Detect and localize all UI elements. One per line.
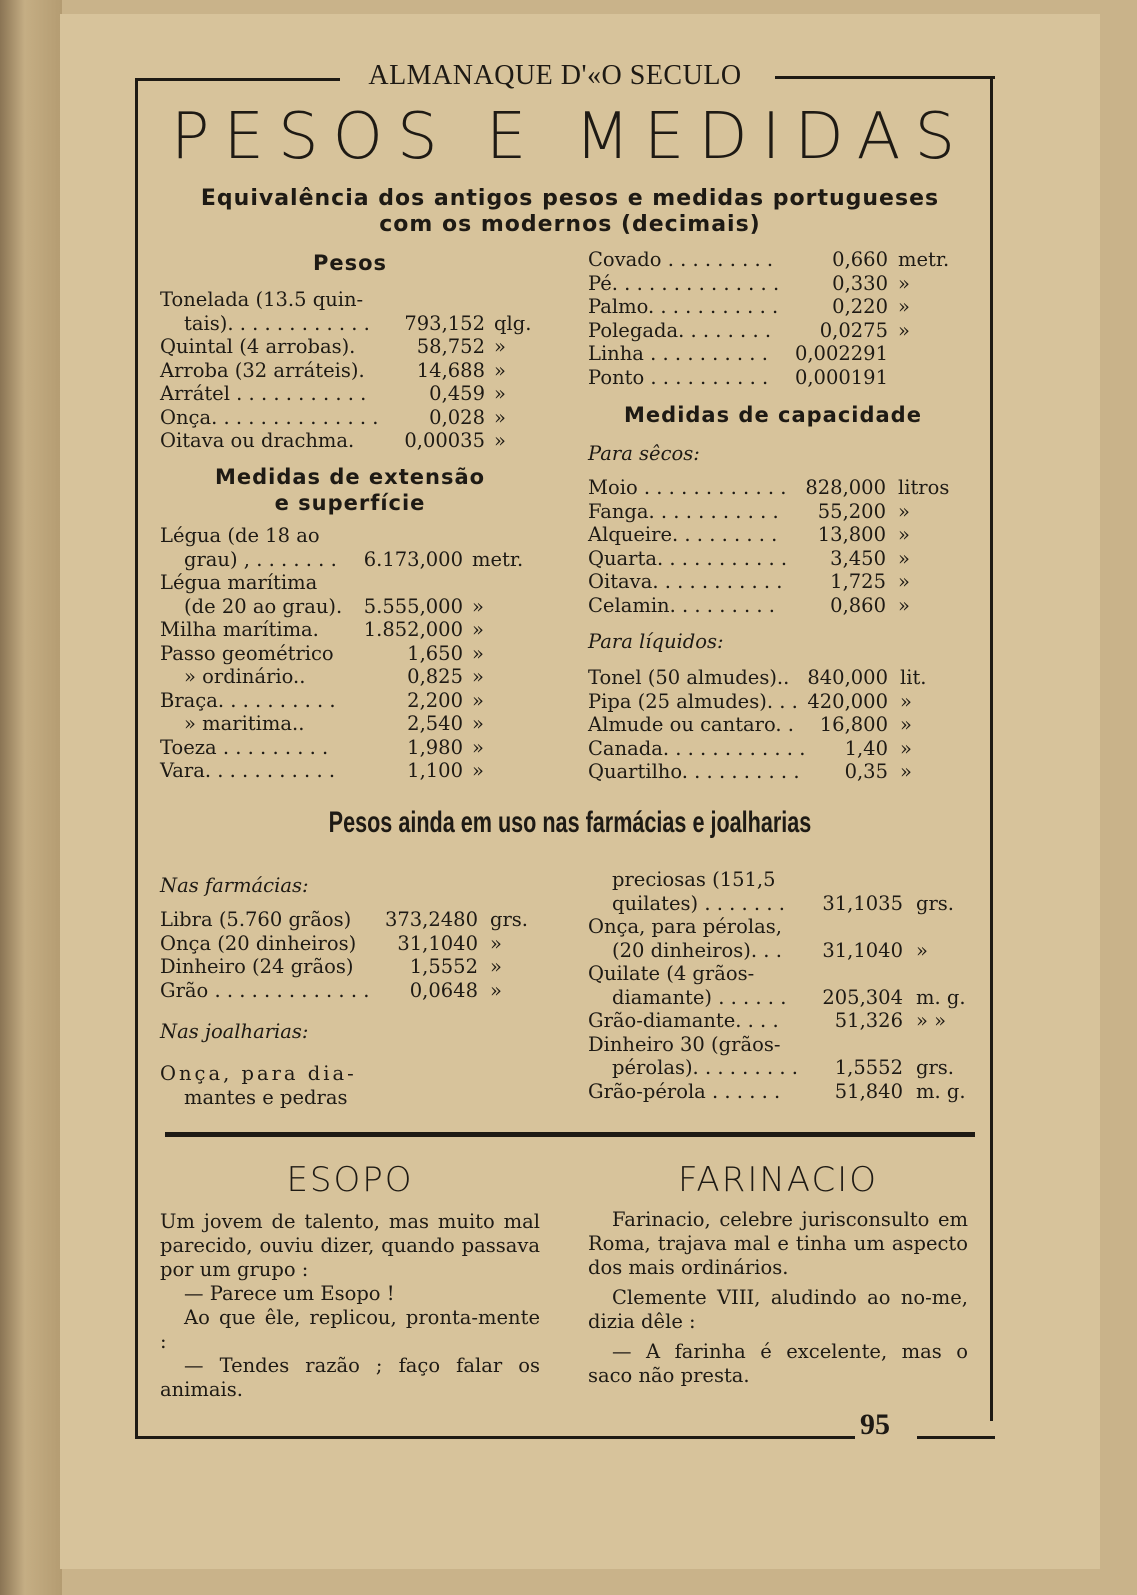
measure-name: Alqueire. . . . . . . . . (588, 523, 778, 546)
measure-unit: » (494, 382, 506, 405)
measure-row (160, 335, 550, 359)
running-header: ALMANAQUE D'«O SECULO (368, 60, 742, 91)
measure-unit: » (900, 736, 912, 760)
measure-row (160, 429, 550, 453)
measure-value: 1,725 (830, 570, 886, 593)
measure-unit: » (472, 759, 484, 782)
measure-value: 1,980 (407, 735, 463, 759)
measure-row (160, 665, 550, 689)
measure-unit: » (898, 593, 910, 617)
book-binding (0, 0, 62, 1595)
measure-name: (de 20 ao grau). (184, 594, 343, 618)
measure-row (160, 571, 550, 595)
measure-unit: » (490, 931, 502, 955)
measure-row (160, 759, 550, 783)
measure-value: 0,002291 (794, 342, 888, 365)
measure-row (588, 366, 978, 390)
measure-row (160, 595, 550, 619)
measure-row (160, 689, 550, 713)
subtitle-line-1: Equivalência dos antigos pesos e medidas portugueses (200, 186, 940, 211)
measure-name: Braça. . . . . . . . . . (160, 688, 336, 712)
secos-table (588, 476, 978, 617)
measure-value: 0,825 (407, 665, 463, 688)
measure-unit: metr. (898, 248, 950, 271)
measure-unit: » (472, 735, 484, 759)
liquidos-table (588, 666, 978, 784)
measure-unit: » (898, 318, 910, 342)
joalharias-label: Nas joalharias: (160, 1020, 309, 1043)
measure-unit: qlg. (494, 311, 532, 335)
measure-row (588, 760, 978, 784)
measure-row (588, 915, 978, 939)
measure-row (588, 1080, 978, 1104)
measure-value: 373,2480 (384, 908, 478, 931)
measure-value: 31,1040 (822, 938, 903, 962)
measure-value: 1,650 (407, 641, 463, 665)
measure-name: Libra (5.760 grãos) (160, 908, 352, 931)
measure-value: 420,000 (807, 689, 888, 713)
measure-name: Onça (20 dinheiros) (160, 931, 357, 955)
measure-row (588, 962, 978, 986)
measure-name: Passo geométrico (160, 641, 334, 665)
measure-name: » maritima.. (184, 712, 305, 735)
esopo-text (160, 1210, 540, 1402)
measure-row (588, 476, 978, 500)
joalharias-table (588, 868, 978, 1103)
measure-name: Toeza . . . . . . . . . (160, 735, 329, 759)
measure-row (160, 359, 550, 383)
measure-name: quilates) . . . . . . . (612, 891, 785, 915)
measure-row (588, 1033, 978, 1057)
measure-row (588, 713, 978, 737)
measure-row (160, 524, 550, 548)
farinacio-paragraph: — A farinha é excelente, mas o saco não presta. (588, 1340, 968, 1387)
measure-value: 0,000191 (794, 365, 888, 389)
measure-value: 58,752 (416, 335, 485, 358)
extensao-table (160, 524, 550, 783)
measure-unit: » (898, 570, 910, 593)
measure-unit: » (900, 689, 912, 713)
extensao-heading-line-2: e superfície (274, 491, 426, 515)
header-rule-right (775, 76, 995, 79)
measure-name: Palmo. . . . . . . . . . . (588, 295, 779, 318)
measure-value: 2,540 (407, 712, 463, 735)
measure-name: Moio . . . . . . . . . . . . (588, 476, 787, 499)
measure-row (160, 955, 550, 979)
measure-value: 0,660 (832, 248, 888, 271)
measure-row (588, 248, 978, 272)
measure-row (160, 382, 550, 406)
measure-unit: litros (898, 476, 950, 499)
measure-unit: » (490, 978, 502, 1002)
measure-row (588, 690, 978, 714)
measure-name: Grão . . . . . . . . . . . . . (160, 978, 370, 1002)
measure-name: Onça, para pérolas, (588, 915, 782, 938)
measure-value: 0,028 (429, 405, 485, 429)
measure-row (588, 986, 978, 1010)
measure-name: Quilate (4 grãos- (588, 962, 755, 985)
measure-name: Pé. . . . . . . . . . . . . . (588, 271, 780, 295)
measure-row (588, 868, 978, 892)
section-divider (165, 1132, 975, 1137)
measure-unit: » (898, 523, 910, 546)
measure-row (160, 979, 550, 1003)
measure-unit: » (494, 429, 506, 452)
page-number: 95 (860, 1408, 890, 1441)
measure-unit: » (898, 295, 910, 318)
farmacias-table (160, 908, 550, 1002)
measure-name: Grão-pérola . . . . . . (588, 1079, 781, 1103)
measure-value: 840,000 (807, 666, 888, 689)
measure-value: 55,200 (817, 499, 886, 523)
measure-name: Onça. . . . . . . . . . . . . . (160, 405, 379, 429)
subtitle (150, 186, 990, 238)
measure-value: 2,200 (407, 688, 463, 712)
measure-value: 51,326 (834, 1009, 903, 1032)
measure-name: Linha . . . . . . . . . . (588, 342, 768, 365)
pesos-heading: Pesos (312, 251, 388, 275)
measure-unit: » (494, 405, 506, 429)
measure-row (160, 548, 550, 572)
measure-value: 1,5552 (409, 955, 478, 978)
measure-name: Oitava ou drachma. (160, 429, 355, 452)
joalharias-left-line-2: mantes e pedras (184, 1086, 348, 1109)
measure-unit: » (472, 641, 484, 665)
measure-row (588, 737, 978, 761)
measure-row (588, 500, 978, 524)
frame-bottom-left (135, 1436, 855, 1439)
measure-value: 793,152 (404, 311, 485, 335)
measure-name: » ordinário.. (184, 665, 306, 688)
measure-value: 0,860 (830, 593, 886, 617)
measure-name: tais). . . . . . . . . . . . (184, 311, 370, 335)
measure-name: Milha marítima. (160, 618, 319, 641)
measure-row (160, 736, 550, 760)
measure-value: 6.173,000 (363, 547, 463, 571)
measure-unit: grs. (916, 1056, 955, 1079)
measure-unit: » (898, 546, 910, 570)
measure-value: 51,840 (834, 1079, 903, 1103)
measure-value: 0,00035 (404, 429, 485, 452)
measure-name: Polegada. . . . . . . . (588, 318, 772, 342)
measure-name: preciosas (151,5 (612, 868, 776, 891)
farinacio-paragraph: Farinacio, celebre jurisconsulto em Roma, trajava mal e tinha um aspecto dos mais ordinários. (588, 1208, 968, 1279)
esopo-paragraph: — Tendes razão ; faço falar os animais. (160, 1354, 540, 1401)
measure-value: 1,100 (407, 759, 463, 782)
farmacias-label: Nas farmácias: (160, 874, 309, 897)
measure-unit: » (472, 688, 484, 712)
subtitle-line-2: com os modernos (decimais) (379, 212, 761, 237)
measure-value: 0,330 (832, 271, 888, 295)
esopo-paragraph: Um jovem de talento, mas muito mal parecido, ouviu dizer, quando passava por um grupo : (160, 1210, 540, 1281)
measure-unit: » (494, 335, 506, 358)
measure-name: Canada. . . . . . . . . . . . (588, 736, 806, 760)
page-title: PESOS E MEDIDAS (170, 100, 970, 174)
measure-value: 0,220 (832, 295, 888, 318)
measure-name: Tonelada (13.5 quin- (160, 288, 364, 311)
measure-value: 31,1035 (822, 891, 903, 915)
measure-row (160, 642, 550, 666)
joalharias-left-line-1: Onça, para dia- (160, 1062, 357, 1085)
esopo-paragraph: Ao que êle, replicou, pronta-mente : (160, 1306, 540, 1353)
measure-value: 0,35 (844, 760, 888, 783)
measure-row (588, 594, 978, 618)
measure-name: Fanga. . . . . . . . . . . (588, 499, 779, 523)
measure-unit: » » (916, 1009, 947, 1032)
measure-value: 0,0275 (819, 318, 888, 342)
measure-row (160, 312, 550, 336)
extensao-heading (160, 464, 540, 516)
joalharias-left (160, 1062, 357, 1110)
farinacio-title: FARINACIO (678, 1160, 878, 1200)
measure-name: Arrátel . . . . . . . . . . . (160, 382, 367, 405)
measure-unit: metr. (472, 547, 524, 571)
measure-value: 828,000 (805, 476, 886, 499)
measure-row (588, 523, 978, 547)
measure-name: Pipa (25 almudes). . . (588, 689, 798, 713)
capacidade-heading: Medidas de capacidade (624, 403, 922, 427)
measure-name: diamante) . . . . . . (612, 985, 787, 1009)
measure-name: grau) , . . . . . . . (184, 547, 337, 571)
measure-row (160, 288, 550, 312)
measure-value: 1,40 (844, 736, 888, 760)
measure-row (588, 666, 978, 690)
measure-row (588, 892, 978, 916)
measure-name: Oitava. . . . . . . . . . . (588, 570, 783, 593)
measure-name: Dinheiro 30 (grãos- (588, 1032, 781, 1056)
measure-row (588, 939, 978, 963)
measure-unit: » (900, 760, 912, 783)
measure-row (160, 712, 550, 736)
measure-row (160, 618, 550, 642)
esopo-title: ESOPO (286, 1160, 414, 1200)
measure-value: 16,800 (819, 713, 888, 736)
measure-row (160, 908, 550, 932)
measure-name: Covado . . . . . . . . . (588, 248, 774, 271)
measure-row (588, 1009, 978, 1033)
measure-name: Légua (de 18 ao (160, 524, 320, 547)
measure-row (588, 295, 978, 319)
measure-name: Celamin. . . . . . . . . (588, 593, 775, 617)
measure-row (160, 932, 550, 956)
measure-value: 3,450 (830, 546, 886, 570)
measure-unit: » (472, 594, 484, 618)
measure-value: 1.852,000 (363, 618, 463, 641)
measure-name: (20 dinheiros). . . (612, 938, 782, 962)
measure-row (588, 272, 978, 296)
frame-right (990, 76, 993, 1421)
measure-row (588, 1056, 978, 1080)
frame-left (135, 78, 138, 1438)
measure-unit: » (900, 713, 912, 736)
measure-value: 1,5552 (834, 1056, 903, 1079)
measure-unit: lit. (900, 666, 927, 689)
measure-name: Tonel (50 almudes).. (588, 666, 790, 689)
comprimento-table (588, 248, 978, 389)
esopo-paragraph: — Parece um Esopo ! (184, 1282, 395, 1305)
measure-unit: grs. (490, 908, 529, 931)
measure-unit: grs. (916, 891, 955, 915)
farinacio-text (588, 1208, 968, 1388)
measure-row (160, 406, 550, 430)
measure-name: Quarta. . . . . . . . . . . (588, 546, 788, 570)
measure-value: 0,0648 (409, 978, 478, 1002)
measure-value: 31,1040 (397, 931, 478, 955)
measure-unit: » (494, 358, 506, 382)
measure-name: Vara. . . . . . . . . . . (160, 759, 336, 782)
measure-value: 13,800 (817, 523, 886, 546)
measure-value: 0,459 (429, 382, 485, 405)
measure-name: Quartilho. . . . . . . . . . (588, 760, 800, 783)
measure-row (588, 319, 978, 343)
liquidos-label: Para líquidos: (588, 630, 724, 653)
extensao-heading-line-1: Medidas de extensão (214, 465, 486, 489)
measure-name: Quintal (4 arrobas). (160, 335, 356, 358)
pesos-table (160, 288, 550, 453)
measure-unit: » (898, 499, 910, 523)
measure-name: Ponto . . . . . . . . . . (588, 365, 769, 389)
header-rule-left (135, 78, 340, 81)
measure-value: 205,304 (822, 985, 903, 1009)
measure-unit: » (472, 665, 484, 688)
measure-unit: » (472, 712, 484, 735)
measure-name: pérolas). . . . . . . . . (612, 1056, 798, 1079)
farmacias-heading: Pesos ainda em uso nas farmácias e joalharias (328, 806, 812, 839)
measure-value: 14,688 (416, 358, 485, 382)
measure-unit: » (472, 618, 484, 641)
measure-name: Légua marítima (160, 571, 318, 594)
measure-unit: m. g. (916, 1079, 966, 1103)
measure-name: Dinheiro (24 grãos) (160, 955, 354, 978)
farinacio-paragraph: Clemente VIII, aludindo ao no-me, dizia dêle : (588, 1286, 968, 1333)
measure-row (588, 547, 978, 571)
measure-row (588, 342, 978, 366)
measure-row (588, 570, 978, 594)
measure-unit: » (916, 938, 928, 962)
measure-unit: » (490, 955, 502, 978)
measure-unit: m. g. (916, 985, 966, 1009)
measure-value: 5.555,000 (363, 594, 463, 618)
measure-unit: » (898, 271, 910, 295)
secos-label: Para sêcos: (588, 442, 700, 465)
measure-name: Grão-diamante. . . . (588, 1009, 779, 1032)
frame-bottom-right (917, 1436, 995, 1439)
measure-name: Arroba (32 arráteis). (160, 358, 365, 382)
measure-name: Almude ou cantaro. . (588, 713, 794, 736)
